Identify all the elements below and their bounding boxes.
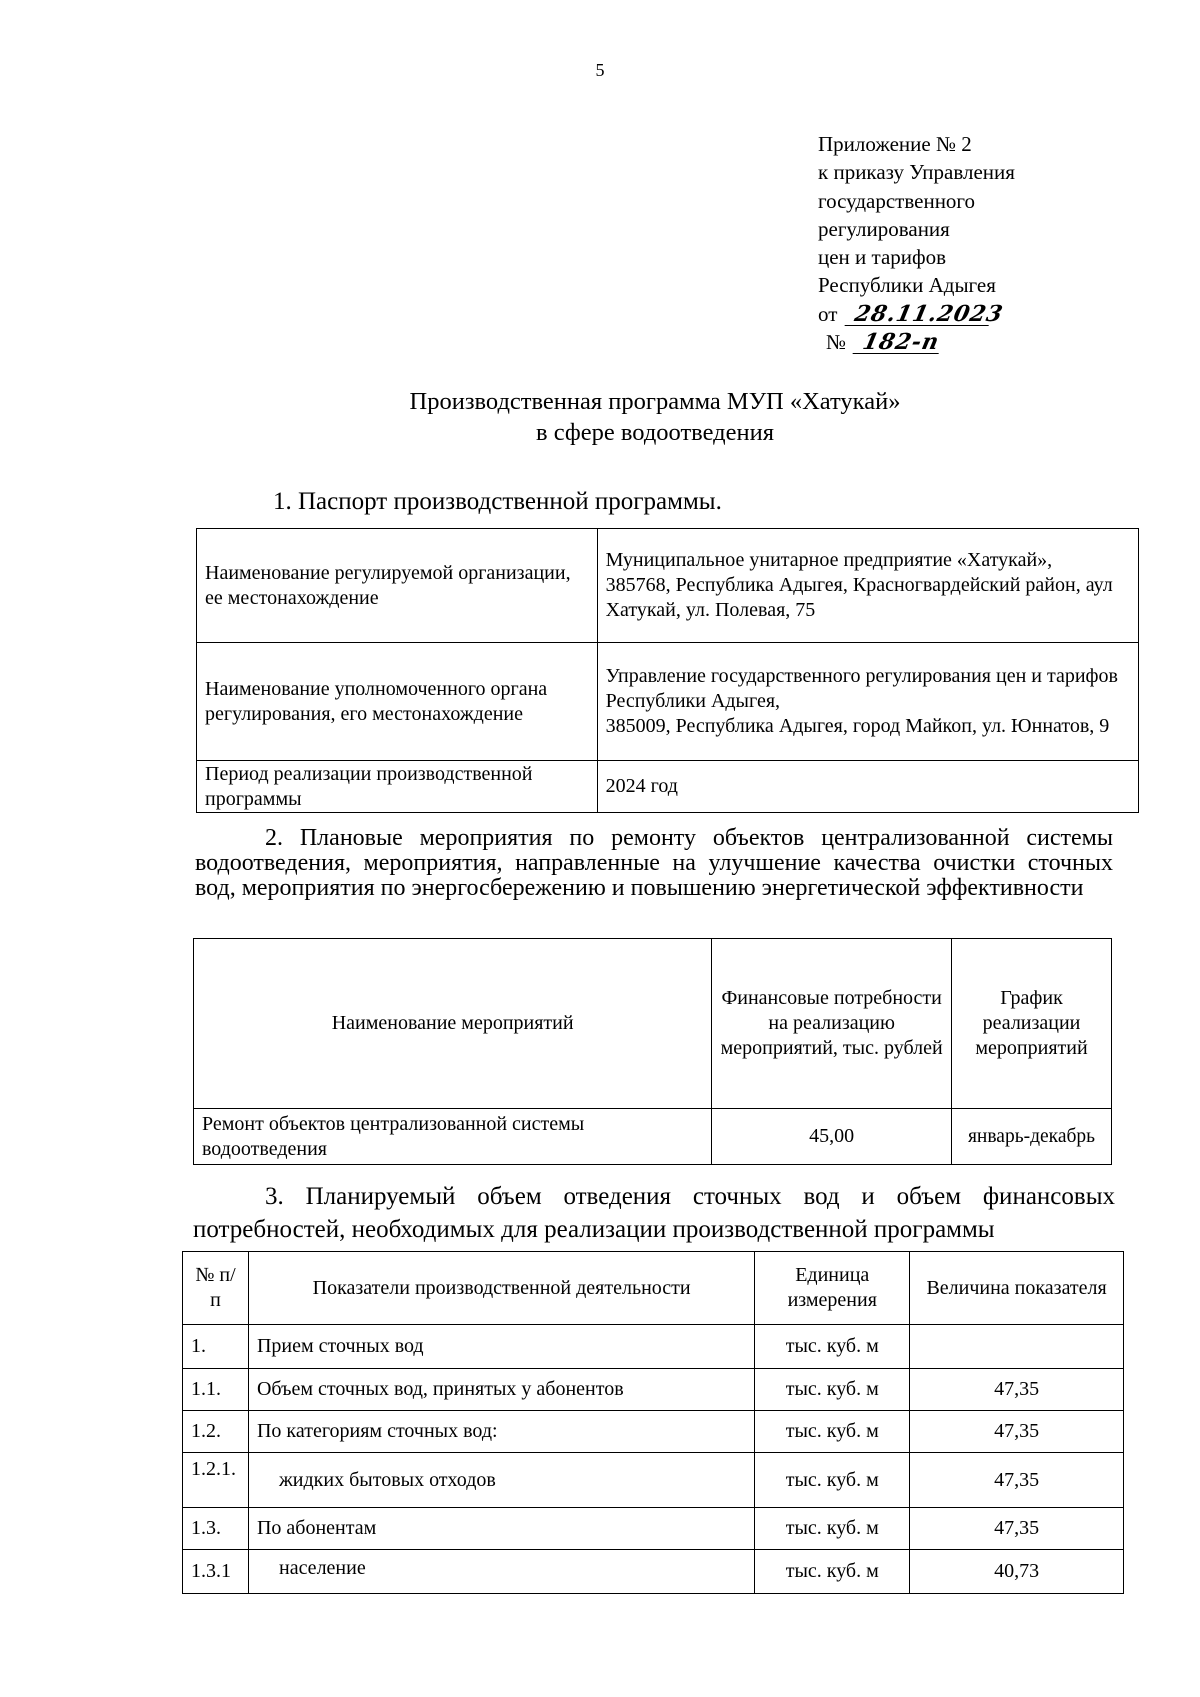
- passport-value-line: 385768, Республика Адыгея, Красногвардейский район, аул Хатукай, ул. Полевая, 75: [605, 574, 1113, 621]
- row-indicator: Прием сточных вод: [248, 1325, 754, 1369]
- appendix-line: Приложение № 2: [818, 132, 972, 156]
- section-3-heading: [193, 1180, 1115, 1246]
- appendix-line: регулирования: [818, 216, 950, 241]
- header-unit: Единица измерения: [755, 1252, 910, 1325]
- passport-value-line: Муниципальное унитарное предприятие «Хатукай»,: [605, 549, 1053, 571]
- row-value: 47,35: [910, 1453, 1124, 1508]
- number-handwritten: 182-п: [853, 331, 944, 354]
- row-unit: тыс. куб. м: [755, 1453, 910, 1508]
- table-row: [183, 1369, 1124, 1411]
- page-number: 5: [595, 60, 605, 80]
- row-value: 40,73: [910, 1550, 1124, 1594]
- table-row: [183, 1550, 1124, 1594]
- measure-name: Ремонт объектов централизованной системы водоотведения: [194, 1109, 712, 1165]
- indicators-table: [182, 1251, 1124, 1594]
- table-row: [183, 1411, 1124, 1453]
- header-finance: Финансовые потребности на реализацию мероприятий, тыс. рублей: [712, 939, 952, 1109]
- document-title: [0, 386, 1200, 448]
- row-indicator: По категориям сточных вод:: [248, 1411, 754, 1453]
- row-value: [910, 1325, 1124, 1369]
- passport-value-line: Управление государственного регулирования цен и тарифов Республики Адыгея,: [605, 665, 1118, 712]
- appendix-block: [818, 130, 1015, 356]
- section-3-text: 3. Планируемый объем отведения сточных вод и объем финансовых потребностей, необходимых для реализации производственной программы: [193, 1183, 1115, 1243]
- row-indicator: население: [248, 1550, 754, 1594]
- section-2-text: 2. Плановые мероприятия по ремонту объектов централизованной системы водоотведения, мероприятия, направленные на улучшение качества очистки сточных вод, мероприятия по энергосбережению и повышению энергетической эффективности: [195, 825, 1113, 901]
- section-2-heading: [195, 826, 1113, 901]
- header-schedule: График реализации мероприятий: [952, 939, 1112, 1109]
- appendix-date: [818, 300, 1015, 328]
- table-row: [183, 1508, 1124, 1550]
- passport-label: Наименование уполномоченного органа регулирования, его местонахождение: [197, 643, 598, 761]
- row-unit: тыс. куб. м: [755, 1325, 910, 1369]
- number-prefix: №: [826, 330, 847, 355]
- passport-value: 2024 год: [597, 761, 1138, 813]
- row-indicator: жидких бытовых отходов: [248, 1453, 754, 1508]
- passport-table: [196, 528, 1139, 813]
- passport-value: [597, 643, 1138, 761]
- row-value: 47,35: [910, 1508, 1124, 1550]
- header-value: Величина показателя: [910, 1252, 1124, 1325]
- passport-label: Наименование регулируемой организации, ее местонахождение: [197, 529, 598, 643]
- measure-finance: 45,00: [712, 1109, 952, 1165]
- table-row: [197, 529, 1139, 643]
- table-row: [183, 1453, 1124, 1508]
- title-line-2: в сфере водоотведения: [536, 419, 774, 446]
- passport-value: [597, 529, 1138, 643]
- table-row: [194, 1109, 1112, 1165]
- appendix-line: цен и тарифов: [818, 245, 947, 270]
- row-value: 47,35: [910, 1369, 1124, 1411]
- row-indicator: По абонентам: [248, 1508, 754, 1550]
- header-indicator: Показатели производственной деятельности: [248, 1252, 754, 1325]
- passport-label: Период реализации производственной программы: [197, 761, 598, 813]
- row-unit: тыс. куб. м: [755, 1508, 910, 1550]
- header-num: № п/п: [183, 1252, 249, 1325]
- table-header-row: [194, 939, 1112, 1109]
- title-line-1: Производственная программа МУП «Хатукай»: [409, 388, 901, 415]
- row-indicator: Объем сточных вод, принятых у абонентов: [248, 1369, 754, 1411]
- row-unit: тыс. куб. м: [755, 1550, 910, 1594]
- date-handwritten: 28.11.2023: [844, 303, 993, 326]
- table-row: [183, 1325, 1124, 1369]
- table-header-row: [183, 1252, 1124, 1325]
- passport-value-line: 385009, Республика Адыгея, город Майкоп, ул. Юннатов, 9: [605, 715, 1110, 737]
- row-num: 1.3.1: [183, 1550, 249, 1594]
- header-measures-name: Наименование мероприятий: [194, 939, 712, 1109]
- table-row: [197, 761, 1139, 813]
- row-num: 1.3.: [183, 1508, 249, 1550]
- appendix-number: [826, 328, 1015, 356]
- measure-schedule: январь-декабрь: [952, 1109, 1112, 1165]
- row-num: 1.: [183, 1325, 249, 1369]
- measures-table: [193, 938, 1112, 1165]
- appendix-line: Республики Адыгея: [818, 273, 996, 298]
- date-prefix: от: [818, 301, 838, 326]
- row-unit: тыс. куб. м: [755, 1369, 910, 1411]
- row-value: 47,35: [910, 1411, 1124, 1453]
- table-row: [197, 643, 1139, 761]
- section-1-heading: 1. Паспорт производственной программы.: [273, 488, 722, 515]
- row-num: 1.2.: [183, 1411, 249, 1453]
- row-num: 1.1.: [183, 1369, 249, 1411]
- row-unit: тыс. куб. м: [755, 1411, 910, 1453]
- appendix-line: к приказу Управления: [818, 160, 1015, 185]
- row-num: 1.2.1.: [183, 1453, 249, 1508]
- appendix-line: государственного: [818, 188, 976, 213]
